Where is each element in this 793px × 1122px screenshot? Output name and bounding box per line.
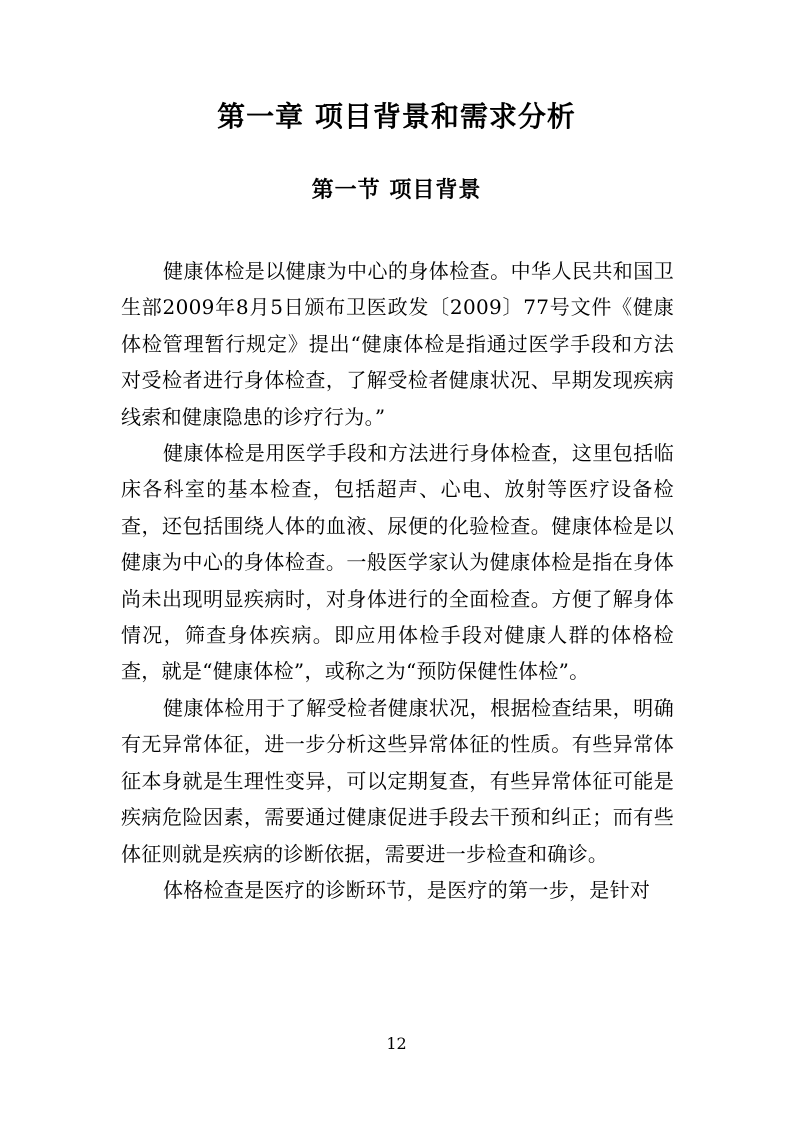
page-number: 12 bbox=[386, 1034, 407, 1053]
paragraph-3: 健康体检用于了解受检者健康状况，根据检查结果，明确有无异常体征，进一步分析这些异常体征的性质。有些异常体征本身就是生理性变异，可以定期复查，有些异常体征可能是疾病危险因素，需要通过健康促进手段去干预和纠正；而有些体征则就是疾病的诊断依据，需要进一步检查和确诊。 bbox=[121, 695, 674, 866]
paragraph-2: 健康体检是用医学手段和方法进行身体检查，这里包括临床各科室的基本检查，包括超声、心电、放射等医疗设备检查，还包括围绕人体的血液、尿便的化验检查。健康体检是以健康为中心的身体检查。一般医学家认为健康体检是指在身体尚未出现明显疾病时，对身体进行的全面检查。方便了解身体情况，筛查身体疾病。即应用体检手段对健康人群的体格检查，就是“健康体检”，或称之为“预防保健性体检”。 bbox=[121, 441, 674, 684]
paragraph-1: 健康体检是以健康为中心的身体检查。中华人民共和国卫生部2009年8月5日颁布卫医政发〔2009〕77号文件《健康体检管理暂行规定》提出“健康体检是指通过医学手段和方法对受检者进行身体检查，了解受检者健康状况、早期发现疾病线索和健康隐患的诊疗行为。” bbox=[121, 259, 674, 429]
section-title: 第一节 项目背景 bbox=[311, 178, 482, 203]
chapter-title: 第一章 项目背景和需求分析 bbox=[217, 100, 576, 133]
body-text bbox=[121, 253, 674, 908]
paragraph-4: 体格检查是医疗的诊断环节，是医疗的第一步，是针对 bbox=[163, 877, 651, 902]
